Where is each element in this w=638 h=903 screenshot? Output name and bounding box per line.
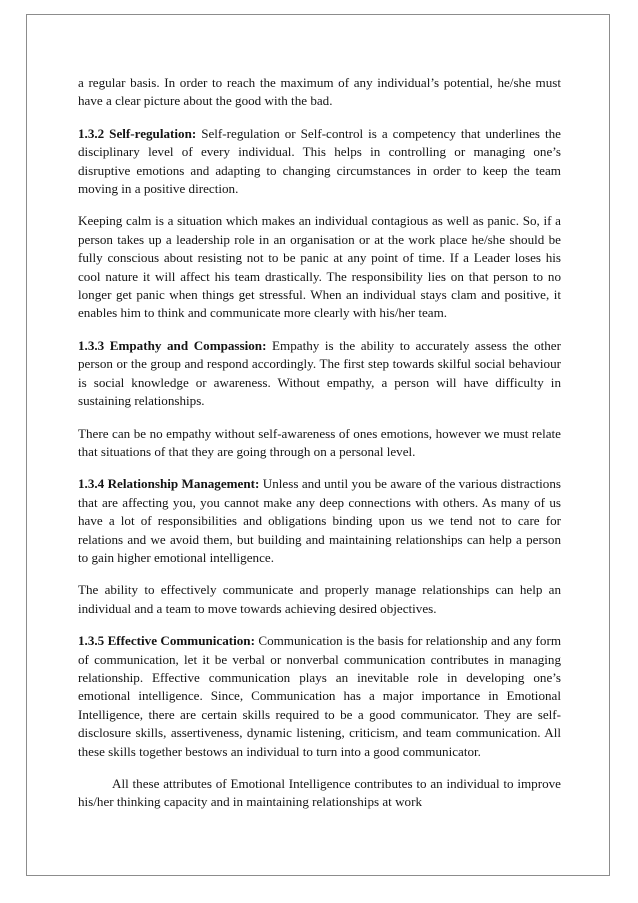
- section-heading: 1.3.3 Empathy and Compassion:: [78, 337, 267, 353]
- paragraph-text: Self-regulation or Self-control is a competency that underlines the disciplinary level of every individual. This helps in controlling or managing one’s disruptive emotions and adapting to changing circumstances in order to keep the team moving in a positive direction.: [78, 125, 561, 197]
- section-self-regulation: [78, 125, 561, 199]
- paragraph-text: Unless and until you be aware of the various distractions that are affecting you, you cannot make any deep connections with others. As many of us have a lot of responsibilities and obligations binding upon us we tend not to care for relations and we avoid them, but building and maintaining relationships can help a person to gain higher emotional intelligence.: [78, 476, 561, 565]
- paragraph-text: All these attributes of Emotional Intelligence contributes to an individual to improve his/her thinking capacity and in maintaining relationships at work: [78, 776, 561, 810]
- paragraph-conclusion: [78, 775, 561, 812]
- paragraph-self-awareness: [78, 425, 561, 462]
- section-heading: 1.3.2 Self-regulation:: [78, 125, 197, 141]
- paragraph-continuation: [78, 74, 561, 111]
- paragraph-text: Communication is the basis for relationship and any form of communication, let it be verbal or nonverbal communication contributes in managing relationship. Effective communication plays an inevitable role in developing one’s emotional intelligence. Since, Communication has a major importance in Emotional Intelligence, there are certain skills required to be a good communicator. They are self-disclosure skills, assertiveness, dynamic listening, criticism, and team communication. All these skills together bestows an individual to turn into a good communicator.: [78, 633, 562, 759]
- paragraph-text: a regular basis. In order to reach the maximum of any individual’s potential, he/she must have a clear picture about the good with the bad.: [78, 75, 561, 109]
- section-heading: 1.3.5 Effective Communication:: [78, 633, 255, 649]
- section-effective-communication: [78, 632, 561, 761]
- paragraph-keeping-calm: [78, 212, 561, 322]
- document-body: [78, 74, 561, 826]
- paragraph-text: There can be no empathy without self-awareness of ones emotions, however we must relate that situations of that they are going through on a personal level.: [78, 425, 561, 459]
- section-empathy: [78, 337, 561, 411]
- section-relationship-management: [78, 475, 561, 567]
- paragraph-communicate: [78, 581, 561, 618]
- paragraph-text: The ability to effectively communicate and properly manage relationships can help an individual and a team to move towards achieving desired objectives.: [78, 582, 561, 616]
- section-heading: 1.3.4 Relationship Management:: [78, 476, 260, 492]
- paragraph-text: Keeping calm is a situation which makes an individual contagious as well as panic. So, if a person takes up a leadership role in an organisation or at the work place he/she should be fully conscious about resisting not to be panic at any point of time. If a Leader loses his cool nature it will affect his team drastically. The responsibility lies on that person to no longer get panic when things get stressful. When an individual stays clam and positive, it enables him to think and communicate more clearly with his/her team.: [78, 213, 561, 321]
- paragraph-text: Empathy is the ability to accurately assess the other person or the group and respond accordingly. The first step towards skilful social behaviour is social knowledge or awareness. Without empathy, a person will have difficulty in sustaining relationships.: [78, 337, 561, 409]
